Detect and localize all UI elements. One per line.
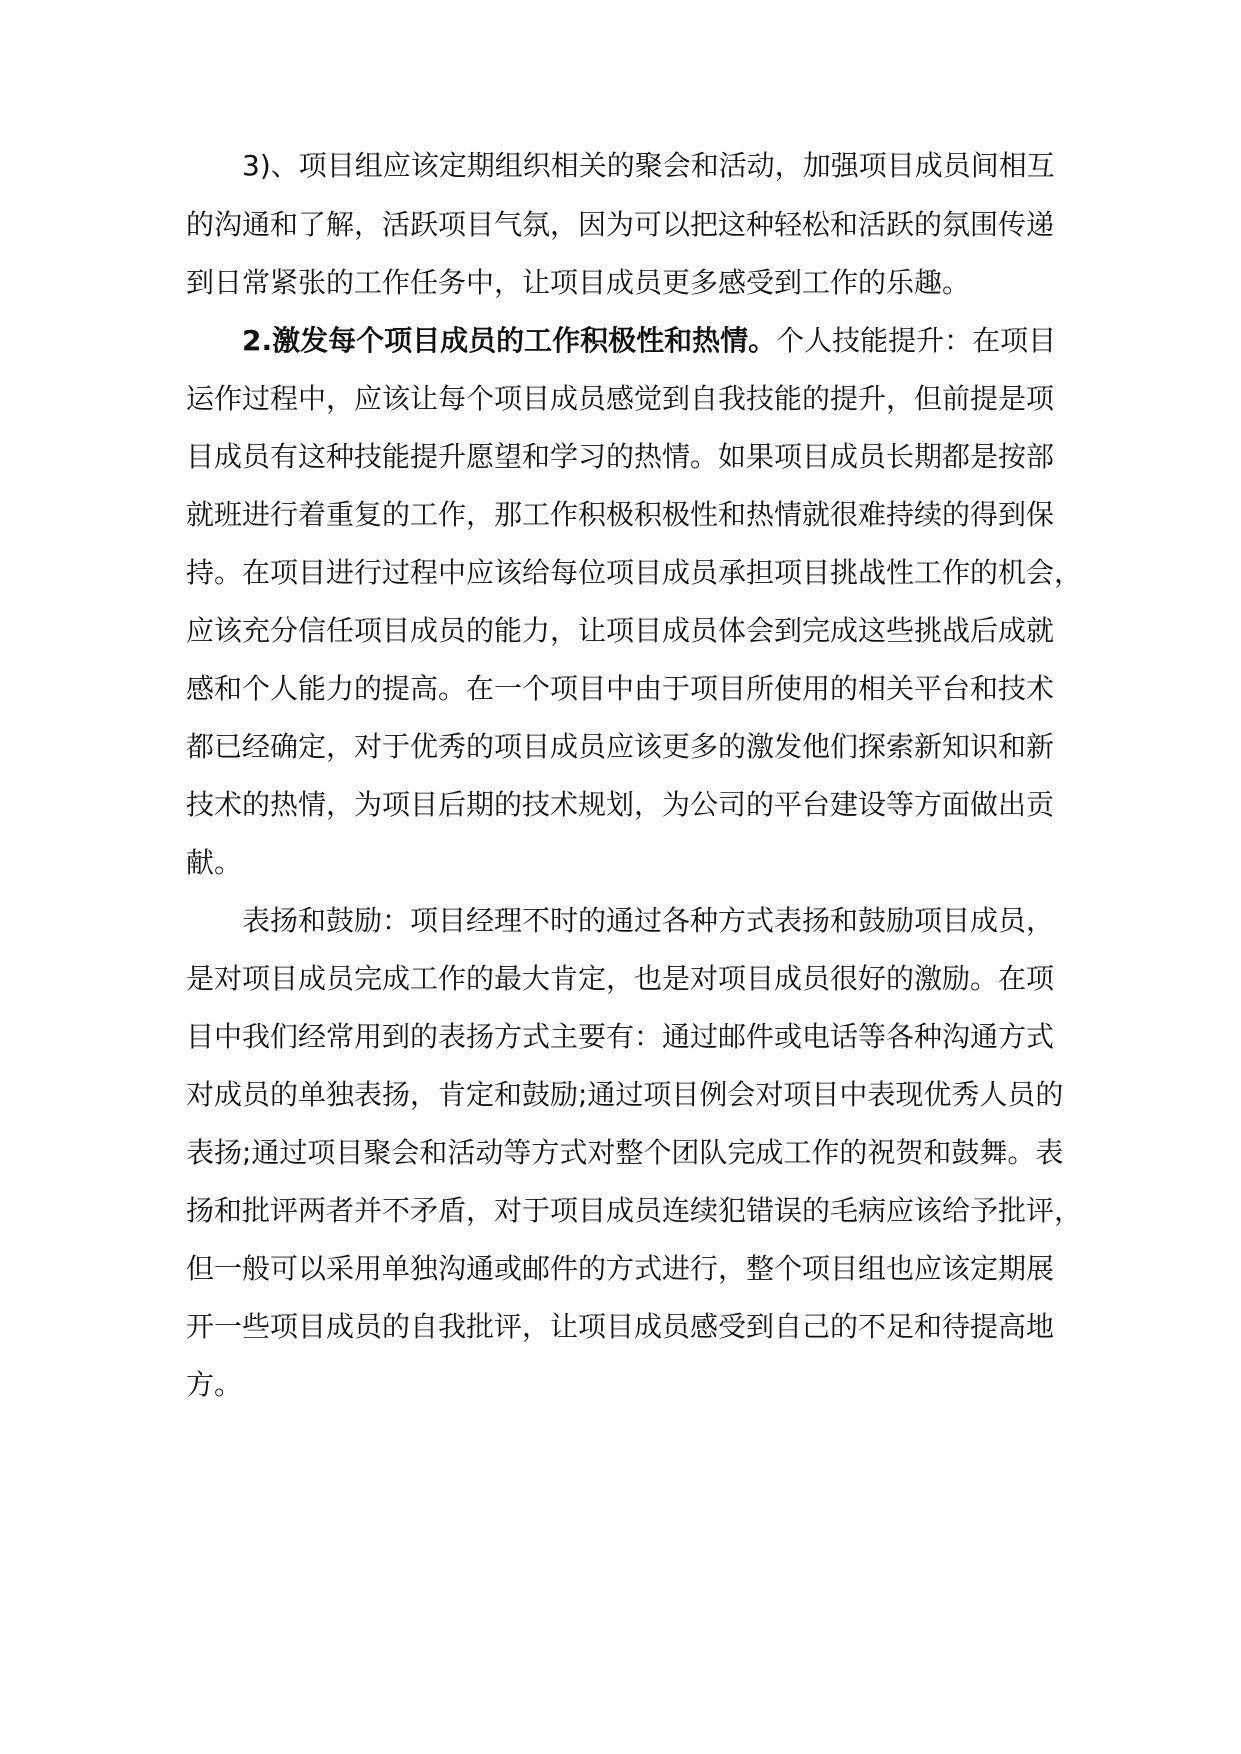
paragraph-2-line-1 <box>242 318 1056 364</box>
paragraph-2-lead-text: 个人技能提升：在项目 <box>776 324 1057 357</box>
paragraph-2-line-9: 技术的热情，为项目后期的技术规划，为公司的平台建设等方面做出贡 <box>186 788 1055 821</box>
paragraph-1-line-3: 到日常紧张的工作任务中，让项目成员更多感受到工作的乐趣。 <box>186 266 971 299</box>
paragraph-2-line-5: 持。在项目进行过程中应该给每位项目成员承担项目挑战性工作的机会， <box>186 556 1083 589</box>
paragraph-2-line-7: 感和个人能力的提高。在一个项目中由于项目所使用的相关平台和技术 <box>186 672 1055 705</box>
paragraph-3-line-7: 但一般可以采用单独沟通或邮件的方式进行，整个项目组也应该定期展 <box>186 1252 1055 1285</box>
paragraph-2-line-2: 运作过程中，应该让每个项目成员感觉到自我技能的提升，但前提是项 <box>186 382 1055 415</box>
paragraph-2-line-6: 应该充分信任项目成员的能力，让项目成员体会到完成这些挑战后成就 <box>186 614 1055 647</box>
paragraph-3-line-8: 开一些项目成员的自我批评，让项目成员感受到自己的不足和待提高地 <box>186 1310 1055 1343</box>
paragraph-3-line-2: 是对项目成员完成工作的最大肯定，也是对项目成员很好的激励。在项 <box>186 962 1055 995</box>
section-heading: 2.激发每个项目成员的工作积极性和热情。 <box>242 324 777 357</box>
paragraph-1-line-1: 3)、项目组应该定期组织相关的聚会和活动，加强项目成员间相互 <box>242 149 1055 182</box>
paragraph-2-line-8: 都已经确定，对于优秀的项目成员应该更多的激发他们探索新知识和新 <box>186 730 1055 763</box>
paragraph-3-line-4: 对成员的单独表扬，肯定和鼓励;通过项目例会对项目中表现优秀人员的 <box>186 1078 1064 1111</box>
paragraph-3-line-3: 目中我们经常用到的表扬方式主要有：通过邮件或电话等各种沟通方式 <box>186 1020 1055 1053</box>
paragraph-3-line-5: 表扬;通过项目聚会和活动等方式对整个团队完成工作的祝贺和鼓舞。表 <box>186 1136 1064 1169</box>
paragraph-3-line-1: 表扬和鼓励：项目经理不时的通过各种方式表扬和鼓励项目成员， <box>242 904 1055 937</box>
paragraph-3-line-6: 扬和批评两者并不矛盾，对于项目成员连续犯错误的毛病应该给予批评， <box>186 1194 1083 1227</box>
paragraph-2-line-10: 献。 <box>186 846 243 879</box>
paragraph-2-line-3: 目成员有这种技能提升愿望和学习的热情。如果项目成员长期都是按部 <box>186 440 1055 473</box>
paragraph-2-line-4: 就班进行着重复的工作，那工作积极积极性和热情就很难持续的得到保 <box>186 498 1055 531</box>
paragraph-1-line-2: 的沟通和了解，活跃项目气氛，因为可以把这种轻松和活跃的氛围传递 <box>186 208 1055 241</box>
paragraph-3-line-9: 方。 <box>186 1368 243 1401</box>
